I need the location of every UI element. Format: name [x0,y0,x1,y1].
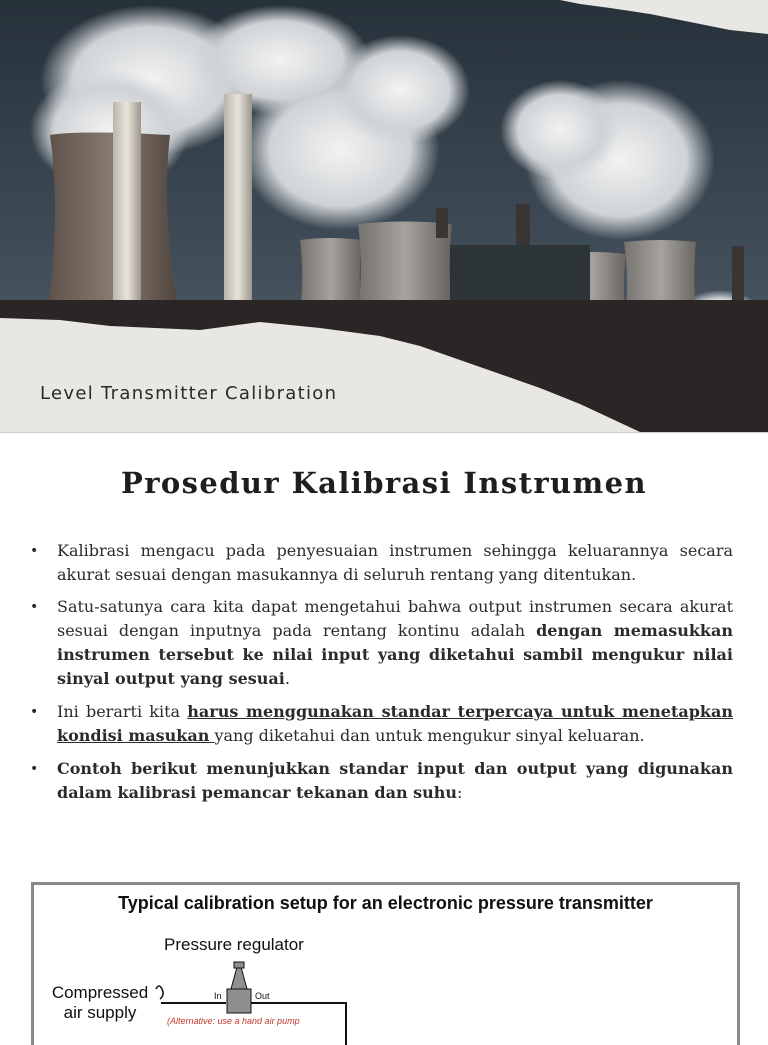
compressed-air-label: Compressed air supply [51,983,149,1022]
divider [0,432,768,433]
out-port-label: Out [255,991,270,1001]
bullet-icon: • [30,599,39,615]
alternative-note: (Alternative: use a hand air pump [167,1016,300,1026]
bullet-text: Kalibrasi mengacu pada penyesuaian instrumen sehingga keluarannya secara akurat sesuai dengan masukannya di seluruh rentang yang ditentukan. [57,541,733,584]
bullet-icon: • [30,761,39,777]
hero-caption: Level Transmitter Calibration [40,383,338,404]
list-item [30,757,733,805]
calibration-diagram [31,882,740,1045]
in-port-label: In [214,991,222,1001]
pressure-regulator-label: Pressure regulator [164,935,304,954]
regulator-schematic [34,885,737,1045]
bullet-icon: • [30,543,39,559]
bullet-icon: • [30,704,39,720]
page-title: Prosedur Kalibrasi Instrumen [121,466,647,500]
diagram-title: Typical calibration setup for an electronic pressure transmitter [118,893,653,913]
power-plant-image [0,0,768,432]
bullet-text: Ini berarti kita [57,702,188,721]
hero-banner [0,0,768,432]
bullet-text-underlined: harus menggunakan standar terpercaya untuk menetapkan kondisi masukan [57,702,733,745]
list-item [30,700,733,748]
bullet-list [30,539,733,814]
list-item [30,539,733,587]
bullet-text-bold: Contoh berikut menunjukkan standar input dan output yang digunakan dalam kalibrasi pemancar tekanan dan suhu [57,759,733,802]
bullet-text-bold: dengan memasukkan instrumen tersebut ke nilai input yang diketahui sambil mengukur nilai sinyal output yang sesuai [57,621,734,688]
bullet-text: : [457,783,463,802]
bullet-text: Satu-satunya cara kita dapat mengetahui bahwa output instrumen secara akurat sesuai dengan inputnya pada rentang kontinu adalah [57,597,733,640]
bullet-text: . [284,669,290,688]
bullet-text: yang diketahui dan untuk mengukur sinyal keluaran. [214,726,645,745]
list-item [30,595,733,691]
